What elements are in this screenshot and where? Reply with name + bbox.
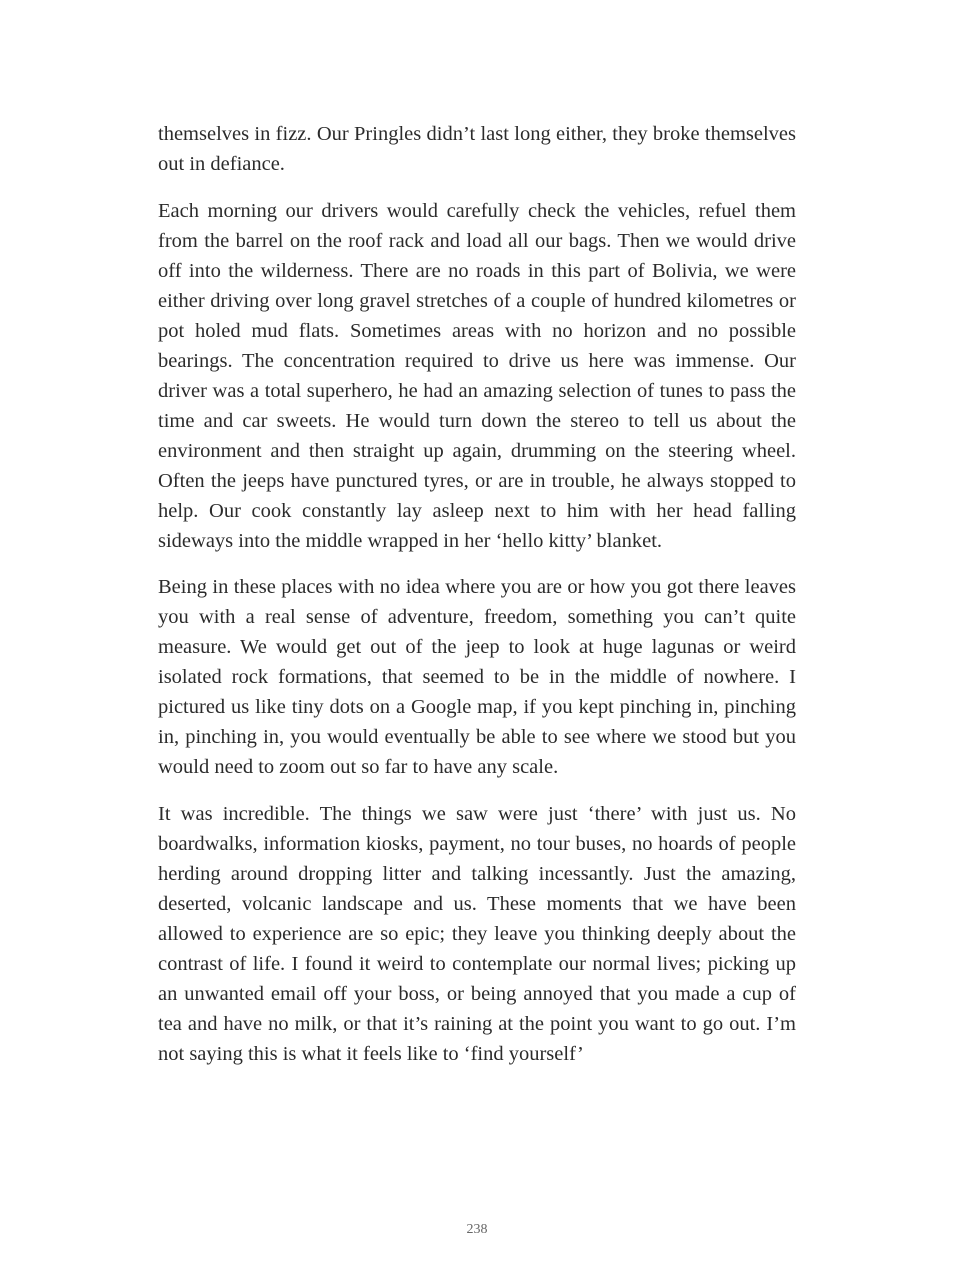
page-number: 238 [466, 1222, 488, 1237]
paragraph-4: It was incredible. The things we saw were just ‘there’ with just us. No boardwalks, information kiosks, payment, no tour buses, no hoards of people herding around dropping litter and talking incessantly. Just the amazing, deserted, volcanic landscape and us. These moments that we have been allowed to experience are so epic; they leave you thinking deeply about the contrast of life. I found it weird to contemplate our normal lives; picking up an unwanted email off your boss, or being annoyed that you made a cup of tea and have no milk, or that it’s raining at the point you want to go out. I’m not saying this is what it feels like to ‘find yourself’ [158, 802, 796, 1065]
paragraph-2: Each morning our drivers would carefully check the vehicles, refuel them from the barrel on the roof rack and load all our bags. Then we would drive off into the wilderness. There are no roads in this part of Bolivia, we were either driving over long gravel stretches of a couple of hundred kilometres or pot holed mud flats. Sometimes areas with no horizon and no possible bearings. The concentration required to drive us here was immense. Our driver was a total superhero, he had an amazing selection of tunes to pass the time and car sweets. He would turn down the stereo to tell us about the environment and then straight up again, drumming on the steering wheel. Often the jeeps have punctured tyres, or are in trouble, he always stopped to help. Our cook constantly lay asleep next to him with her head falling sideways into the middle wrapped in her ‘hello kitty’ blanket. [158, 199, 796, 552]
paragraph-3: Being in these places with no idea where you are or how you got there leaves you with a real sense of adventure, freedom, something you can’t quite measure. We would get out of the jeep to look at huge lagunas or weird isolated rock formations, that seemed to be in the middle of nowhere. I pictured us like tiny dots on a Google map, if you kept pinching in, pinching in, pinching in, you would eventually be able to see where we stood but you would need to zoom out so far to have any scale. [158, 576, 796, 778]
body-text [158, 119, 796, 1085]
paragraph-1: themselves in fizz. Our Pringles didn’t last long either, they broke themselves out in defiance. [158, 123, 796, 175]
